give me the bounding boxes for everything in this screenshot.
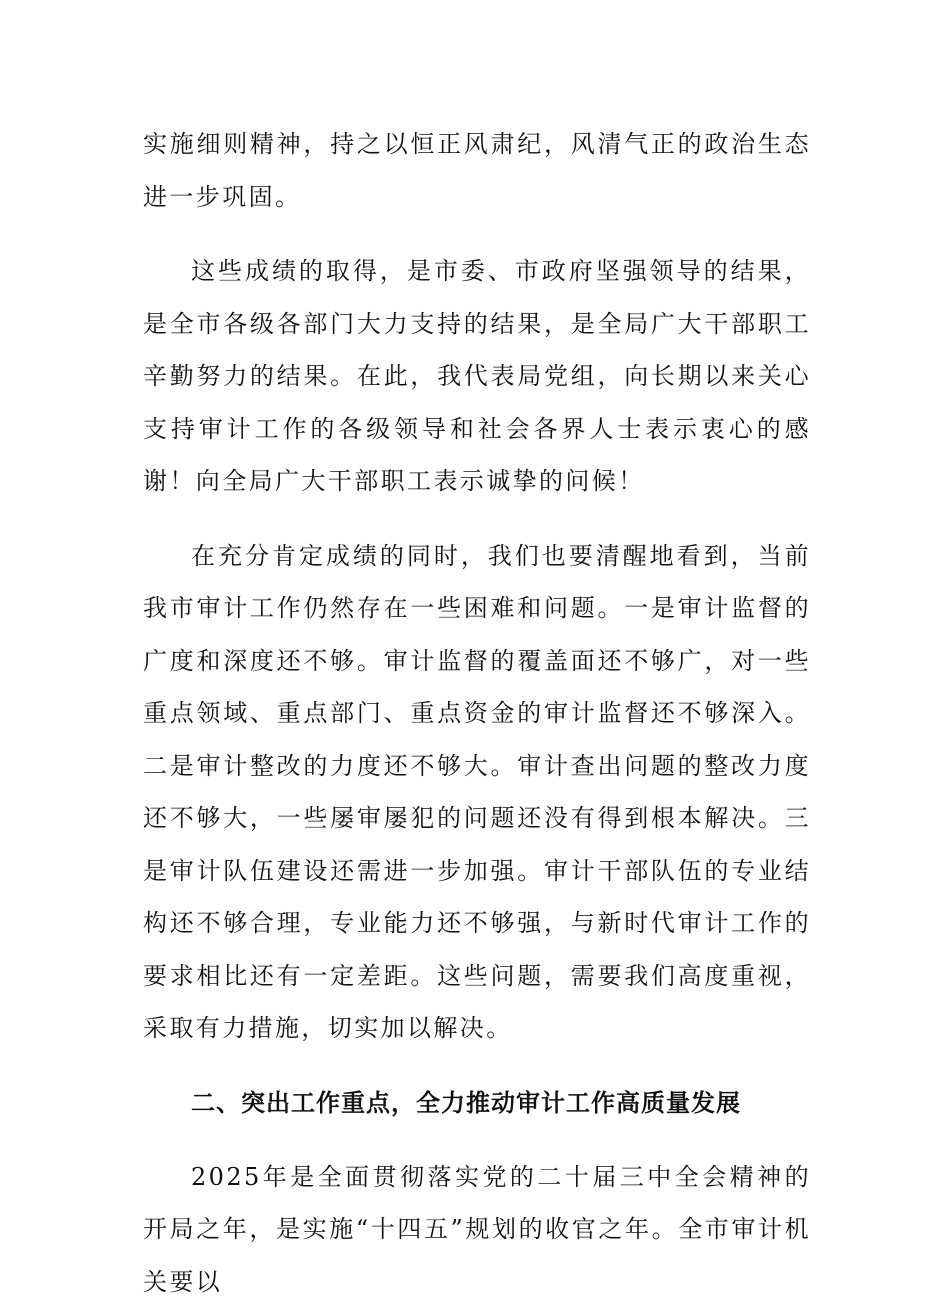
paragraph-achievements: 这些成绩的取得，是市委、市政府坚强领导的结果，是全市各级各部门大力支持的结果，是全局广大干部职工辛勤努力的结果。在此，我代表局党组，向长期以来关心支持审计工作的各级领导和社会各界人士表示衷心的感谢！向全局广大干部职工表示诚挚的问候！ bbox=[143, 245, 811, 508]
document-body bbox=[143, 118, 811, 1308]
paragraph-problems: 在充分肯定成绩的同时，我们也要清醒地看到，当前我市审计工作仍然存在一些困难和问题。一是审计监督的广度和深度还不够。审计监督的覆盖面还不够广，对一些重点领域、重点部门、重点资金的审计监督还不够深入。二是审计整改的力度还不够大。审计查出问题的整改力度还不够大，一些屡审屡犯的问题还没有得到根本解决。三是审计队伍建设还需进一步加强。审计干部队伍的专业结构还不够合理，专业能力还不够强，与新时代审计工作的要求相比还有一定差距。这些问题，需要我们高度重视，采取有力措施，切实加以解决。 bbox=[143, 530, 811, 1055]
paragraph-gap bbox=[143, 1055, 811, 1077]
paragraph-continuation: 实施细则精神，持之以恒正风肃纪，风清气正的政治生态进一步巩固。 bbox=[143, 118, 811, 223]
paragraph-2025-plan: 2025年是全面贯彻落实党的二十届三中全会精神的开局之年，是实施“十四五”规划的收官之年。全市审计机关要以 bbox=[143, 1151, 811, 1308]
paragraph-gap bbox=[143, 223, 811, 245]
paragraph-gap bbox=[143, 1129, 811, 1151]
paragraph-gap bbox=[143, 508, 811, 530]
section-heading: 二、突出工作重点，全力推动审计工作高质量发展 bbox=[143, 1077, 811, 1129]
